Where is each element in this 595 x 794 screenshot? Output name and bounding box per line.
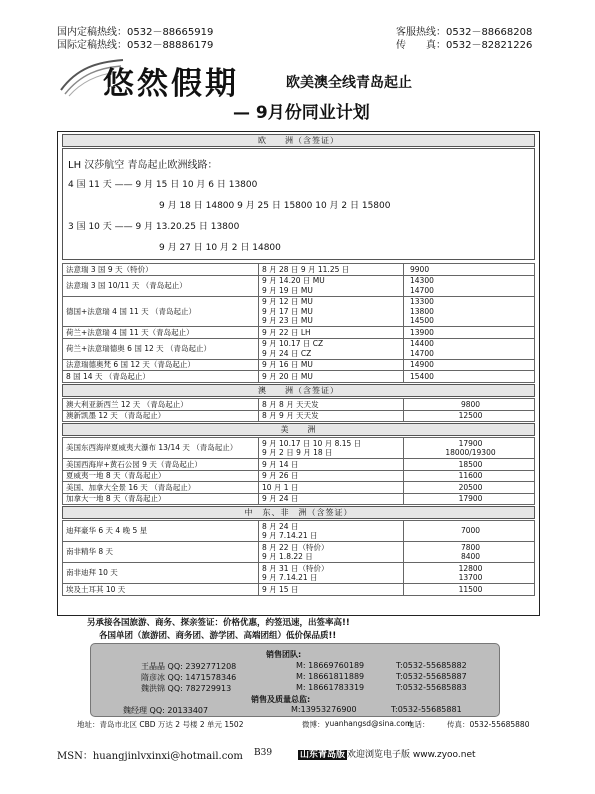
date-line: 9 月 14 日 [262,459,299,469]
lh-line: 9 月 27 日 10 月 2 日 14800 [159,243,281,253]
table-row [63,563,535,584]
date-line: 9 月 24 日 CZ [262,348,312,358]
notes [87,617,350,643]
departure-dates [259,521,404,542]
section-australia: 澳 洲（含签证） [62,384,535,397]
banner [57,56,537,126]
departure-dates [259,275,404,296]
departure-dates [259,399,404,411]
price [404,493,535,505]
price [404,359,535,371]
price-line: 14700 [410,348,434,358]
route-name: 埃及土耳其 10 天 [63,584,259,596]
ebook-url-text: 欢迎浏览电子版 www.zyoo.net [347,750,476,760]
route-name: 法意瑞 3 国 9 天（特价） [63,264,259,276]
date-line: 8 月 24 日 [262,521,299,531]
date-line: 9 月 16 日 MU [262,360,313,369]
departure-dates [259,438,404,459]
table-row [63,542,535,563]
price [404,563,535,584]
table-row [63,482,535,494]
weibo-label: 微博： [302,720,325,729]
price [404,542,535,563]
departure-dates [259,482,404,494]
table-row [63,410,535,422]
sales-member-tel: T:0532-55685887 [396,672,467,681]
route-name: 美国、加拿大全景 16 天 （青岛起止） [63,482,259,494]
price-line: 12800 [458,563,483,573]
table-row [63,493,535,505]
sales-manager-tel: T:0532-55685881 [391,705,462,714]
lh-line: 9 月 18 日 14800 9 月 25 日 15800 10 月 2 日 15800 [159,201,391,211]
date-line: 8 月 31 日（特价） [262,563,329,573]
sales-member-name: 魏洪锦 QQ: 782729913 [141,684,232,693]
route-name: 澳新凯墨 12 天 （青岛起止） [63,410,259,422]
lh-line: 3 国 10 天 —— 9 月 13.20.25 日 13800 [68,222,240,232]
route-name: 迪拜豪华 6 天 4 晚 5 星 [63,521,259,542]
price-line: 7000 [460,526,481,536]
section-middle-east-africa: 中 东、非 洲（含签证） [62,506,535,519]
price-line: 13700 [458,573,483,582]
price [404,584,535,596]
date-line: 8 月 8 月 天天发 [262,399,319,409]
address-fax: 传真：0532-55685880 [447,720,530,729]
itinerary-sheet [57,131,540,616]
route-name: 荷兰+法意瑞 4 国 11 天（青岛起止） [63,327,259,339]
sales-member-mobile: M: 18661811889 [296,672,365,681]
date-line: 8 月 9 月 天天发 [262,411,319,420]
sales-member-name: 王晶晶 QQ: 2392771208 [141,662,237,671]
departure-dates [259,470,404,482]
date-line: 9 月 19 日 MU [262,285,313,295]
sales-manager-name: 魏经理 QQ: 20133407 [123,706,209,715]
price-line: 13900 [410,327,434,337]
table-row [63,438,535,459]
email-text: yuanhangsd@sina.com [325,719,413,728]
price-line: 14900 [410,360,434,369]
address-text: 地址：青岛市北区 CBD 万达 2 号楼 2 单元 1502 [77,720,244,729]
price-line: 18000/19300 [445,448,496,457]
date-line: 8 月 22 日（特价） [262,542,329,552]
section-europe: 欧 洲（含签证） [62,134,535,147]
table-row [63,459,535,471]
departure-dates [259,264,404,276]
price-line: 15400 [410,371,434,381]
route-name: 8 国 14 天 （青岛起止） [63,371,259,383]
departure-dates [259,338,404,359]
page-number: B39 [254,748,273,758]
price-line: 11600 [458,471,483,480]
price-line: 7800 [460,542,481,552]
price [404,521,535,542]
price [404,459,535,471]
route-name: 法意瑞 3 国 10/11 天 （青岛起止） [63,275,259,296]
europe-table [62,263,535,383]
price-line: 18500 [458,459,483,469]
route-name: 德国+法意瑞 4 国 11 天 （青岛起止） [63,296,259,327]
table-row [63,296,535,327]
date-line: 9 月 26 日 [262,471,299,480]
service-hotline: 客服热线：0532－88668208 [396,27,533,38]
route-name: 加拿大一地 8 天（青岛起止） [63,493,259,505]
america-table [62,437,535,505]
brand-title: 悠然假期 [103,66,239,102]
price-line: 20500 [458,482,483,492]
lh-title: LH 汉莎航空 青岛起止欧洲线路： [68,160,218,171]
note-group: 各国单团（旅游团、商务团、游学团、高端团组）低价保品质!! [99,631,337,641]
departure-dates [259,327,404,339]
route-name: 美国西海岸+黄石公园 9 天（青岛起止） [63,459,259,471]
sales-member-mobile: M: 18661783319 [296,683,365,692]
price-line: 11500 [458,584,483,594]
price-line: 13800 [410,306,434,316]
departure-dates [259,410,404,422]
date-line: 9 月 14.20 日 MU [262,276,325,285]
intl-hotline: 国际定稿热线：0532－88886179 [57,40,214,51]
departure-dates [259,296,404,327]
date-line: 9 月 17 日 MU [262,306,313,316]
route-name: 南非精华 8 天 [63,542,259,563]
price [404,410,535,422]
price-line: 17900 [458,438,483,448]
table-row [63,359,535,371]
date-line: 9 月 12 日 MU [262,297,313,306]
price-line: 14400 [410,339,434,348]
ebook-promo [298,747,476,760]
date-line: 9 月 24 日 [262,494,299,503]
date-line: 9 月 7.14.21 日 [262,573,318,582]
table-row [63,327,535,339]
australia-table [62,398,535,422]
sales-manager-title: 销售及质量总监: [251,695,311,704]
sales-member-tel: T:0532-55685883 [396,683,467,692]
price-line: 14700 [410,285,434,295]
date-line: 9 月 2 日 9 月 18 日 [262,448,333,457]
middle-east-africa-table [62,520,535,596]
route-name: 法意瑞德奥梵 6 国 12 天（青岛起止） [63,359,259,371]
plan-title: — 9月份同业计划 [233,103,370,123]
departure-dates [259,359,404,371]
sales-member-mobile: M: 18669760189 [296,661,365,670]
price-line: 17900 [458,494,483,503]
departure-dates [259,493,404,505]
hotline-right [396,26,532,52]
date-line: 9 月 10.17 日 CZ [262,339,324,348]
edition-name: 山东青岛版 [300,750,346,760]
price [404,399,535,411]
msn-contact: MSN：huangjinlvxinxi@hotmail.com [57,751,243,762]
sales-team-title: 销售团队: [266,650,302,659]
date-line: 9 月 23 日 MU [262,316,313,325]
table-row [63,470,535,482]
route-name: 澳大利亚新西兰 12 天 （青岛起止） [63,399,259,411]
route-name: 夏威夷一地 8 天（青岛起止） [63,470,259,482]
brand-subtitle: 欧美澳全线青岛起止 [286,75,412,91]
date-line: 8 月 28 日 9 月 11.25 日 [262,264,350,274]
route-name: 美国东西海岸夏威夷大瀑布 13/14 天 （青岛起止） [63,438,259,459]
price [404,338,535,359]
route-name: 荷兰+法意瑞德奥 6 国 12 天 （青岛起止） [63,338,259,359]
price [404,296,535,327]
sales-member-tel: T:0532-55685882 [396,661,467,670]
price [404,482,535,494]
table-row [63,371,535,383]
phone-label: 电话： [407,720,430,729]
price-line: 8400 [460,552,481,561]
table-row [63,338,535,359]
date-line: 9 月 7.14.21 日 [262,531,318,540]
price-line: 12500 [458,411,483,420]
sales-team-box [90,643,500,717]
departure-dates [259,563,404,584]
sales-manager-mobile: M:13953276900 [291,705,357,714]
date-line: 9 月 20 日 MU [262,371,313,381]
domestic-hotline: 国内定稿热线：0532－88665919 [57,27,214,38]
table-row [63,264,535,276]
route-name: 南非迪拜 10 天 [63,563,259,584]
section-america: 美 洲 [62,423,535,436]
lh-line: 4 国 11 天 —— 9 月 15 日 10 月 6 日 13800 [68,180,258,190]
price [404,470,535,482]
price-line: 13300 [410,297,434,306]
price [404,438,535,459]
date-line: 10 月 1 日 [262,482,299,492]
price-line: 14500 [410,316,434,325]
departure-dates [259,584,404,596]
table-row [63,584,535,596]
lh-routes-box [62,148,535,260]
price [404,371,535,383]
table-row [63,521,535,542]
table-row [63,399,535,411]
price-line: 9900 [410,264,430,274]
table-row [63,275,535,296]
date-line: 9 月 1.8.22 日 [262,552,313,561]
hotline-left [57,26,213,52]
date-line: 9 月 15 日 [262,584,299,594]
departure-dates [259,459,404,471]
note-visa: 另承接各国旅游、商务、探亲签证：价格优惠，约签迅速，出签率高!! [87,618,350,628]
departure-dates [259,371,404,383]
price [404,264,535,276]
sales-member-name: 隋彦冰 QQ: 1471578346 [141,673,237,682]
price-line: 9800 [460,399,481,409]
departure-dates [259,542,404,563]
date-line: 9 月 10.17 日 10 月 8.15 日 [262,438,362,448]
page-footer [57,744,540,762]
price [404,327,535,339]
price [404,275,535,296]
price-line: 14300 [410,276,434,285]
date-line: 9 月 22 日 LH [262,327,311,337]
fax-line: 传 真：0532－82821226 [396,40,533,51]
